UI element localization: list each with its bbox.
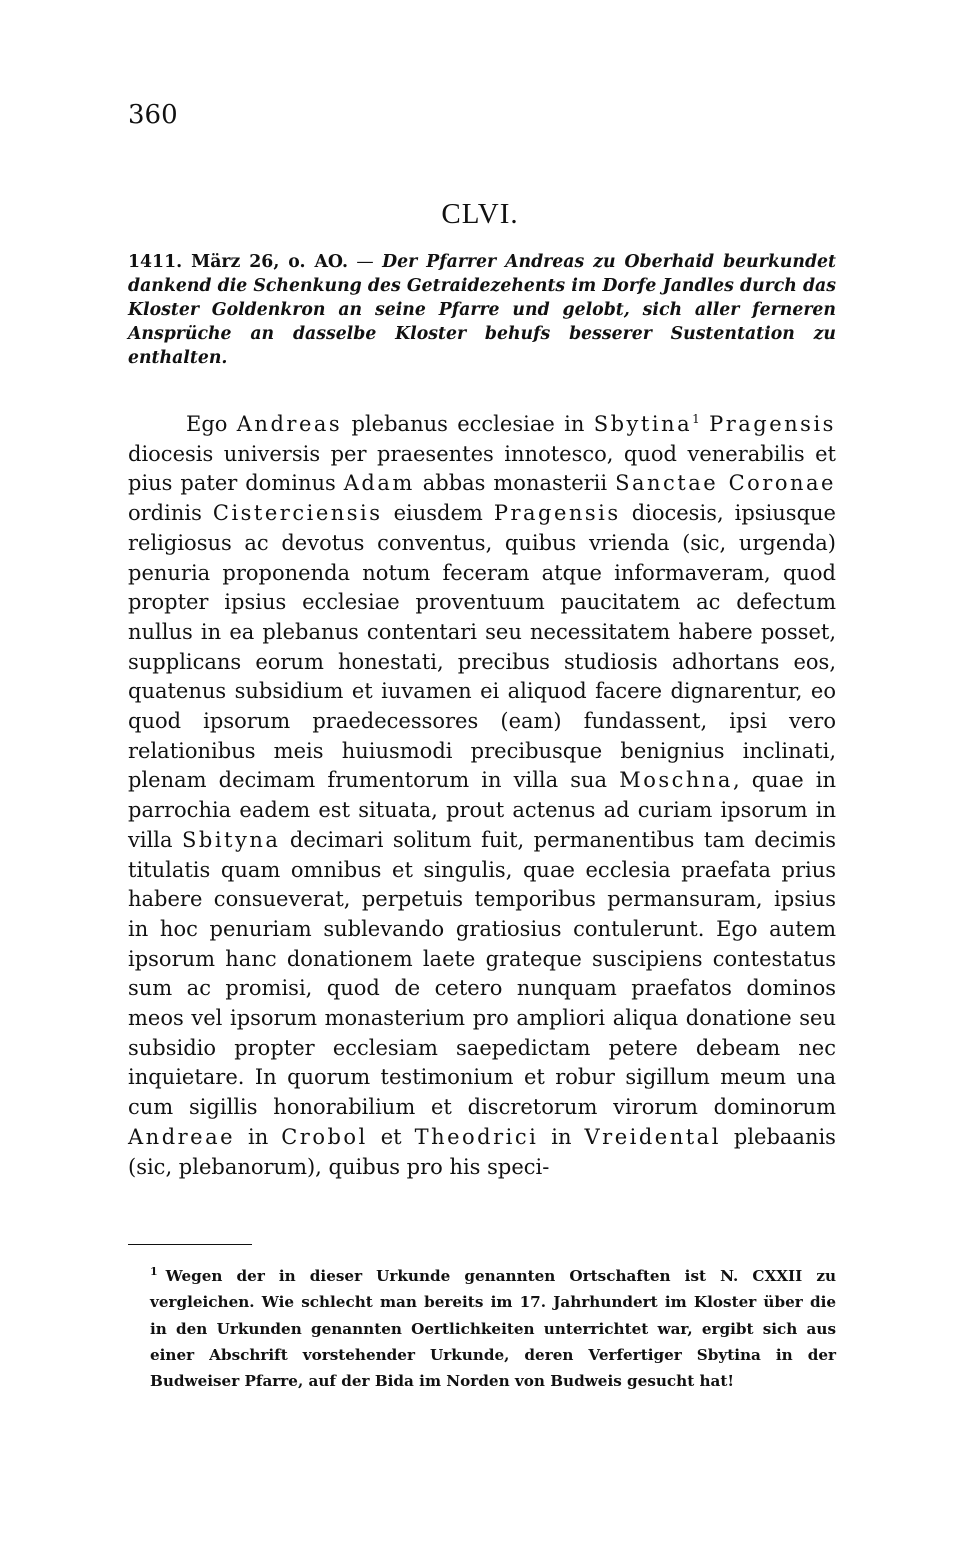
place-sbityna: Sbityna	[182, 827, 281, 852]
text-segment: plebaanis (sic, plebanorum), quibus pro his speci-	[128, 1124, 836, 1179]
footnote-number: 1	[150, 1264, 158, 1278]
footnote-rule	[128, 1244, 252, 1245]
place-pragensis-2: Pragensis	[493, 501, 621, 526]
page-number: 360	[128, 100, 178, 130]
text-segment: plebanus ecclesiae in	[351, 412, 585, 436]
regest-dash: —	[347, 252, 383, 272]
name-andreas: Andreas	[236, 412, 343, 436]
text-segment: ordinis	[128, 501, 202, 526]
text-segment: et	[380, 1124, 402, 1149]
name-adam: Adam	[343, 471, 415, 496]
charter-paragraph	[128, 410, 836, 1182]
place-vreidental: Vreidental	[584, 1124, 721, 1149]
text-segment: diocesis, ipsiusque religiosus ac devotus conventus, quibus vrienda (sic, urgenda) penuria proponenda notum feceram atque informaveram, quod propter ipsius ecclesiae proventuum paucitatem ac defectum nullus in ea plebanus contentari seu necessitatem habere posset, supplicans eorum honestati, precibus studiosis adhortans eos, quatenus subsidium et iuvamen ei aliquod facere dignarentur, eo quod ipsorum praedecessores (eam) fundassent, ipsi vero relationibus meis huiusmodi precibusque benignius inclinati, plenam decimam frumentorum in villa sua	[128, 501, 836, 793]
regest-date: 1411. März 26, o. AO.	[128, 252, 348, 272]
footnote	[150, 1263, 836, 1394]
text-segment: , quae in parrochia eadem est situata, prout actenus ad curiam ipsorum in villa	[128, 768, 836, 852]
footnote-text: Wegen der in dieser Urkunde genannten Ortschaften ist N. CXXII zu vergleichen. Wie schlecht man bereits im 17. Jahrhundert im Kloster über die in den Urkunden genannten Oertlichkeiten unterrichtet war, ergibt sich aus einer Abschrift vorstehender Urkunde, deren Verfertiger Sbytina in der Budweiser Pfarre, auf der Bida im Norden von Budweis gesucht hat!	[150, 1267, 836, 1391]
place-pragensis: Pragensis	[709, 412, 836, 436]
regest-summary: Der Pfarrer Andreas zu Oberhaid beurkundet dankend die Schenkung des Getraidezehents im Dorfe Jandles durch das Kloster Goldenkron an seine Pfarre und gelobt, sich aller ferneren Ansprüche an dasselbe Kloster behufs besserer Sustentation zu enthalten.	[128, 252, 836, 368]
regest	[128, 250, 836, 370]
footnote-marker: 1	[692, 412, 700, 426]
document-number-heading: CLVI.	[441, 198, 519, 230]
text-segment: eiusdem	[393, 501, 483, 526]
text-segment: diocesis universis per praesentes innotesco, quod venerabilis et pius pater dominus	[128, 441, 836, 496]
main-text	[128, 410, 836, 1182]
place-crobol: Crobol	[281, 1124, 368, 1149]
place-moschna: Moschna	[619, 768, 733, 793]
text-segment: in	[551, 1124, 572, 1149]
text-segment: in	[248, 1124, 269, 1149]
text-segment: decimari solitum fuit, permanentibus tam decimis titulatis quam omnibus et singulis, quae ecclesia praefata prius habere consueverat, perpetuis temporibus permansuram, ipsius in hoc penuriam sublevando gratiosius contulerunt. Ego autem ipsorum hanc donationem laete grateque suscipiens contestatus sum ac promisi, quod de cetero nunquam praefatos dominos meos vel ipsorum monasterium pro ampliori aliqua donatione seu subsidio propter ecclesiam saepedictam petere debeam nec inquietare. In quorum testimonium et robur sigillum meum una cum sigillis honorabilium et discretorum virorum dominorum	[128, 827, 836, 1120]
text-segment: abbas monasterii	[422, 471, 608, 496]
name-sanctae-coronae: Sanctae Coronae	[615, 471, 836, 496]
place-sbytina: Sbytina	[593, 412, 693, 436]
name-andreae: Andreae	[128, 1124, 236, 1149]
name-theodrici: Theodrici	[414, 1124, 539, 1149]
name-cisterciensis: Cisterciensis	[212, 501, 383, 526]
text-segment: Ego	[186, 412, 228, 436]
